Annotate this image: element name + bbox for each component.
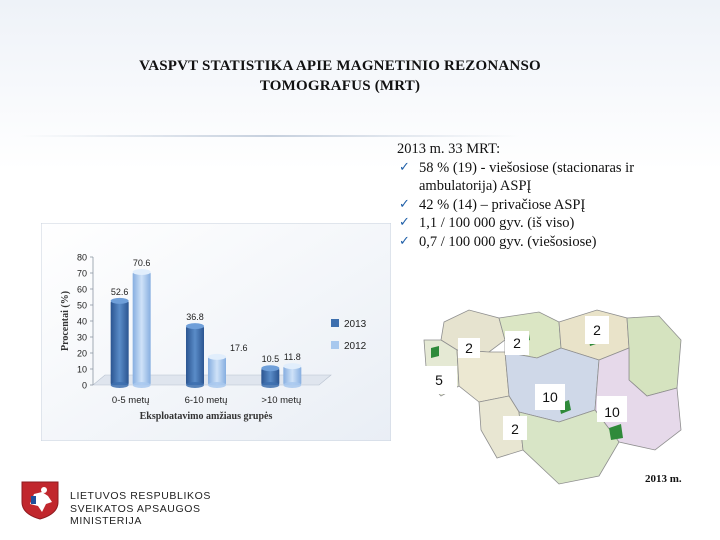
stats-heading: 2013 m. 33 MRT:: [397, 141, 501, 157]
y-axis-label: Procentai (%): [60, 290, 71, 352]
data-label: 36.8: [186, 312, 204, 323]
map-number-label: 2: [511, 421, 519, 437]
stats-item: [397, 214, 707, 233]
map-number-label: 2: [465, 340, 473, 356]
x-axis-label: Eksploatavimo amžiaus grupės: [139, 411, 273, 422]
slide-title: [90, 56, 590, 96]
bar-top: [186, 323, 204, 329]
stats-item-text: 58 % (19) - viešosiose (stacionaras ir ambulatorija) ASPĮ: [419, 159, 635, 194]
y-tick-label: 30: [76, 332, 87, 343]
y-tick-label: 50: [76, 300, 87, 311]
bar-base: [283, 382, 301, 388]
legend-swatch: [331, 341, 339, 349]
lithuania-map-svg: [419, 300, 687, 493]
bar: [208, 357, 226, 385]
y-tick-label: 60: [76, 284, 87, 295]
stats-item-text: 1,1 / 100 000 gyv. (iš viso): [419, 215, 575, 231]
stats-list: [397, 140, 707, 251]
x-tick-label: 0-5 metų: [111, 395, 150, 406]
bar-chart: [41, 223, 391, 441]
map-number-label: 2: [593, 322, 601, 338]
map-number-label: 10: [542, 389, 558, 405]
y-tick-label: 70: [76, 268, 87, 279]
stats-item: [397, 233, 707, 252]
x-tick-label: 6-10 metų: [184, 395, 228, 406]
city-klaipeda-marker: [431, 346, 439, 358]
data-label: 11.8: [283, 352, 301, 363]
stats-item: [397, 196, 707, 215]
bar-top: [261, 365, 279, 371]
bar-base: [186, 382, 204, 388]
region-utena: [627, 316, 681, 396]
checkmark-icon: ✓: [399, 196, 410, 212]
map-number-label: 2: [513, 335, 521, 351]
bar-base: [133, 382, 151, 388]
data-label: 17.6: [230, 342, 248, 353]
bar-base: [261, 382, 279, 388]
legend-swatch: [331, 319, 339, 327]
checkmark-icon: ✓: [399, 159, 410, 175]
lithuania-map: [419, 300, 687, 493]
bar: [111, 301, 129, 385]
title-line-1: VASPVT STATISTIKA APIE MAGNETINIO REZONANSO: [139, 58, 541, 74]
stats-item-text: 0,7 / 100 000 gyv. (viešosiose): [419, 233, 597, 250]
stats-item-text: 42 % (14) – privačiose ASPĮ: [419, 196, 586, 213]
x-tick-label: >10 metų: [261, 395, 302, 406]
map-number-label: 5: [435, 372, 443, 388]
data-label: 70.6: [132, 258, 151, 269]
ministry-logo: [18, 480, 268, 527]
bar-base: [208, 382, 226, 388]
y-tick-label: 0: [81, 380, 87, 391]
data-label: 10.5: [261, 354, 280, 365]
legend-label: 2013: [344, 319, 367, 330]
bar-top: [208, 354, 226, 360]
bar-top: [133, 269, 151, 275]
header-divider: [20, 135, 520, 137]
bar-top: [283, 363, 301, 369]
bar-base: [111, 382, 129, 388]
y-tick-label: 80: [76, 252, 87, 263]
map-number-label: 10: [604, 404, 620, 420]
y-tick-label: 20: [76, 348, 87, 359]
data-label: 52.6: [110, 286, 129, 297]
y-tick-label: 10: [76, 364, 87, 375]
stats-item: [397, 159, 707, 196]
checkmark-icon: ✓: [399, 233, 410, 249]
chart-background: [41, 223, 391, 441]
y-tick-label: 40: [76, 316, 87, 327]
bar: [186, 326, 204, 385]
map-year-label: 2013 m.: [645, 473, 682, 485]
legend-label: 2012: [344, 341, 367, 352]
bar-chart-svg: [41, 223, 391, 441]
coat-of-arms-icon: [18, 480, 62, 520]
bar-top: [111, 298, 129, 304]
title-line-2: TOMOGRAFUS (MRT): [259, 78, 421, 94]
ministry-name-line-2: SVEIKATOS APSAUGOS MINISTERIJA: [70, 503, 201, 527]
bar: [133, 272, 151, 385]
checkmark-icon: ✓: [399, 215, 410, 230]
ministry-name-line-1: LIETUVOS RESPUBLIKOS: [70, 490, 211, 502]
